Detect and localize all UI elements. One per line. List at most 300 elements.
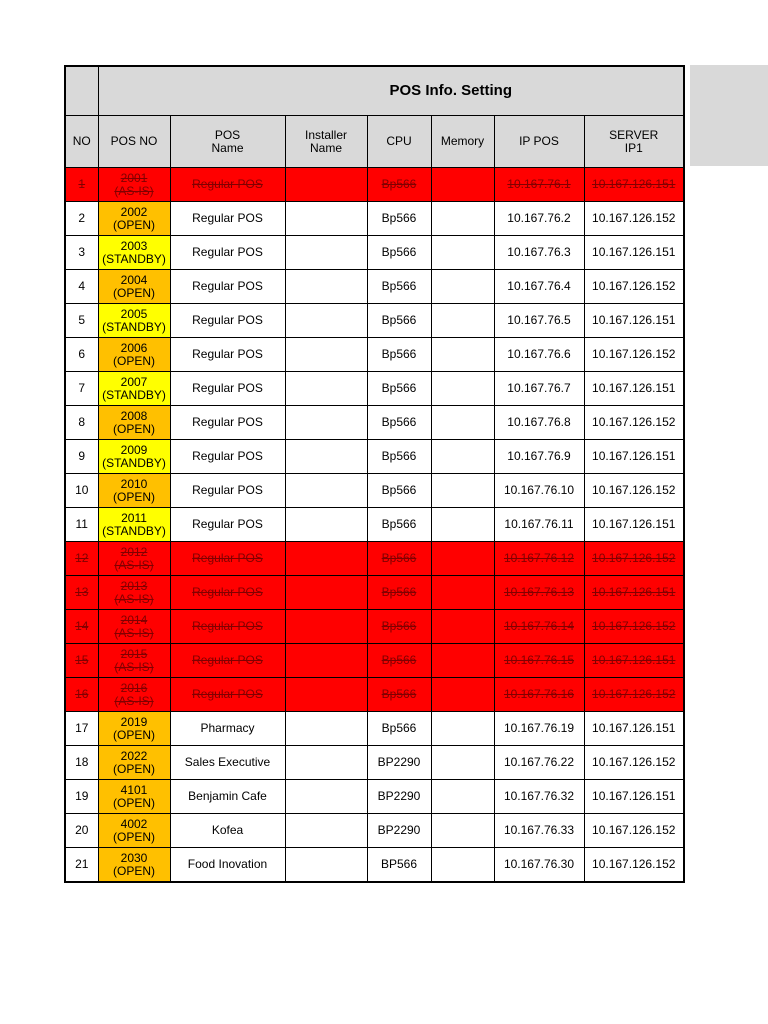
row-no-cell (65, 780, 98, 814)
table-row (65, 508, 684, 542)
pos-name-cell (170, 746, 285, 780)
server-ip1-cell (584, 440, 684, 474)
server-ip1-value: 10.167.126.152 (592, 279, 676, 293)
server-ip1-value: 10.167.126.151 (592, 517, 676, 531)
pos-status: (STANDBY) (102, 455, 166, 470)
table-row (65, 814, 684, 848)
row-no-cell (65, 236, 98, 270)
pos-no-cell (98, 780, 170, 814)
memory-cell (431, 304, 494, 338)
pos-name-value: Regular POS (192, 211, 263, 225)
installer-name-cell (285, 542, 367, 576)
ip-pos-cell (494, 338, 584, 372)
pos-status: (OPEN) (113, 489, 155, 504)
pos-status: (AS-IS) (114, 693, 154, 708)
pos-no-cell (98, 508, 170, 542)
memory-cell (431, 746, 494, 780)
col-header-pos-name-label: POS Name (211, 127, 244, 155)
pos-number: 2015 (120, 646, 148, 661)
cpu-cell (367, 270, 431, 304)
installer-name-cell (285, 746, 367, 780)
table-row (65, 610, 684, 644)
server-ip1-cell (584, 202, 684, 236)
server-ip1-value: 10.167.126.151 (592, 177, 676, 191)
pos-name-value: Regular POS (192, 619, 263, 633)
server-ip1-cell (584, 780, 684, 814)
ip-pos-value: 10.167.76.30 (503, 857, 575, 871)
row-no-value: 6 (78, 347, 86, 361)
cpu-cell (367, 304, 431, 338)
ip-pos-value: 10.167.76.16 (503, 687, 575, 701)
table-row (65, 746, 684, 780)
row-no-value: 15 (75, 653, 89, 667)
pos-number: 2011 (121, 510, 147, 525)
row-no-cell (65, 848, 98, 883)
pos-number: 2007 (120, 374, 148, 389)
ip-pos-cell (494, 542, 584, 576)
server-ip1-cell (584, 474, 684, 508)
cpu-cell (367, 678, 431, 712)
ip-pos-cell (494, 814, 584, 848)
server-ip1-value: 10.167.126.152 (592, 415, 676, 429)
ip-pos-cell (494, 746, 584, 780)
table-row (65, 304, 684, 338)
server-ip1-value: 10.167.126.152 (592, 551, 676, 565)
row-no-cell (65, 644, 98, 678)
pos-name-cell (170, 644, 285, 678)
row-no-value: 14 (75, 619, 89, 633)
server-ip1-value: 10.167.126.151 (592, 245, 676, 259)
pos-status: (OPEN) (113, 727, 155, 742)
pos-number: 2005 (120, 306, 148, 321)
pos-name-value: Benjamin Cafe (188, 789, 267, 803)
row-no-cell (65, 712, 98, 746)
memory-cell (431, 848, 494, 883)
server-ip1-cell (584, 712, 684, 746)
cpu-value: Bp566 (381, 585, 417, 599)
pos-number: 2002 (120, 204, 148, 219)
pos-name-value: Regular POS (192, 313, 263, 327)
ip-pos-value: 10.167.76.11 (504, 517, 574, 531)
server-ip1-value: 10.167.126.152 (592, 347, 676, 361)
ip-pos-cell (494, 678, 584, 712)
pos-number: 4101 (120, 782, 148, 797)
ip-pos-cell (494, 406, 584, 440)
ip-pos-cell (494, 848, 584, 883)
table-row (65, 270, 684, 304)
server-ip1-value: 10.167.126.151 (592, 585, 676, 599)
cpu-cell (367, 712, 431, 746)
ip-pos-cell (494, 168, 584, 202)
server-ip1-cell (584, 610, 684, 644)
pos-number: 2004 (120, 272, 148, 287)
server-ip1-value: 10.167.126.151 (592, 381, 676, 395)
pos-status: (OPEN) (113, 353, 155, 368)
pos-name-value: Regular POS (192, 551, 263, 565)
table-row (65, 712, 684, 746)
ip-pos-cell (494, 440, 584, 474)
cpu-value: Bp566 (381, 279, 417, 293)
pos-name-cell (170, 814, 285, 848)
cpu-cell (367, 440, 431, 474)
pos-no-cell (98, 712, 170, 746)
ip-pos-cell (494, 712, 584, 746)
cpu-cell (367, 474, 431, 508)
row-no-value: 8 (78, 415, 86, 429)
server-ip1-cell (584, 746, 684, 780)
cpu-cell (367, 236, 431, 270)
ip-pos-value: 10.167.76.9 (507, 449, 571, 463)
pos-name-cell (170, 474, 285, 508)
pos-name-value: Pharmacy (200, 721, 255, 735)
row-no-value: 21 (75, 857, 89, 871)
server-ip1-value: 10.167.126.152 (592, 755, 676, 769)
memory-cell (431, 508, 494, 542)
row-no-cell (65, 168, 98, 202)
memory-cell (431, 168, 494, 202)
installer-name-cell (285, 814, 367, 848)
cpu-value: BP566 (380, 857, 418, 871)
pos-status: (AS-IS) (114, 591, 154, 606)
ip-pos-value: 10.167.76.12 (503, 551, 575, 565)
cpu-cell (367, 610, 431, 644)
cpu-cell (367, 576, 431, 610)
pos-name-cell (170, 780, 285, 814)
table-row (65, 236, 684, 270)
row-no-cell (65, 814, 98, 848)
table-row (65, 406, 684, 440)
row-no-value: 4 (78, 279, 86, 293)
row-no-value: 17 (75, 721, 89, 735)
installer-name-cell (285, 202, 367, 236)
pos-no-cell (98, 576, 170, 610)
pos-number: 2001 (120, 170, 148, 185)
pos-status: (AS-IS) (114, 659, 154, 674)
row-no-value: 18 (75, 755, 89, 769)
cpu-value: Bp566 (381, 517, 417, 531)
col-header-pos-no (98, 116, 170, 168)
cpu-cell (367, 168, 431, 202)
row-no-value: 11 (75, 517, 88, 531)
cpu-value: Bp566 (381, 483, 417, 497)
pos-name-cell (170, 576, 285, 610)
server-ip1-value: 10.167.126.151 (592, 721, 676, 735)
pos-number: 2010 (120, 476, 148, 491)
pos-status: (OPEN) (113, 761, 155, 776)
row-no-cell (65, 610, 98, 644)
table-row (65, 338, 684, 372)
ip-pos-cell (494, 644, 584, 678)
cpu-value: Bp566 (381, 687, 417, 701)
row-no-cell (65, 508, 98, 542)
pos-name-value: Regular POS (192, 177, 263, 191)
ip-pos-cell (494, 202, 584, 236)
row-no-value: 3 (78, 245, 86, 259)
ip-pos-cell (494, 508, 584, 542)
cpu-value: Bp566 (381, 551, 417, 565)
pos-name-cell (170, 236, 285, 270)
server-ip1-value: 10.167.126.152 (592, 211, 676, 225)
ip-pos-value: 10.167.76.4 (507, 279, 571, 293)
cpu-cell (367, 746, 431, 780)
pos-no-cell (98, 440, 170, 474)
pos-name-value: Regular POS (192, 687, 263, 701)
pos-no-cell (98, 168, 170, 202)
pos-name-cell (170, 848, 285, 883)
ip-pos-value: 10.167.76.8 (507, 415, 571, 429)
ip-pos-cell (494, 474, 584, 508)
pos-no-cell (98, 814, 170, 848)
pos-no-cell (98, 372, 170, 406)
cpu-cell (367, 372, 431, 406)
pos-number: 2013 (120, 578, 148, 593)
pos-name-cell (170, 270, 285, 304)
pos-status: (OPEN) (113, 829, 155, 844)
memory-cell (431, 270, 494, 304)
col-header-ip-pos-label: IP POS (519, 134, 559, 148)
cpu-cell (367, 848, 431, 883)
table-row (65, 202, 684, 236)
ip-pos-value: 10.167.76.33 (503, 823, 575, 837)
pos-number: 4002 (120, 816, 148, 831)
installer-name-cell (285, 678, 367, 712)
installer-name-cell (285, 508, 367, 542)
server-ip1-cell (584, 304, 684, 338)
pos-name-value: Food Inovation (187, 857, 268, 871)
row-no-value: 16 (75, 687, 89, 701)
ip-pos-value: 10.167.76.22 (503, 755, 575, 769)
cpu-cell (367, 338, 431, 372)
pos-number: 2016 (120, 680, 148, 695)
cpu-value: Bp566 (381, 449, 417, 463)
installer-name-cell (285, 474, 367, 508)
pos-no-cell (98, 848, 170, 883)
ip-pos-value: 10.167.76.32 (503, 789, 575, 803)
installer-name-cell (285, 712, 367, 746)
table-row (65, 780, 684, 814)
pos-name-value: Regular POS (192, 347, 263, 361)
pos-no-cell (98, 746, 170, 780)
server-ip1-cell (584, 338, 684, 372)
ip-pos-value: 10.167.76.5 (507, 313, 571, 327)
col-header-cpu-label: CPU (386, 134, 412, 148)
row-no-value: 13 (75, 585, 89, 599)
table-row (65, 678, 684, 712)
pos-name-value: Regular POS (192, 381, 263, 395)
pos-status: (OPEN) (113, 217, 155, 232)
cpu-value: Bp566 (381, 313, 417, 327)
pos-number: 2030 (120, 850, 148, 865)
header-row (65, 116, 684, 168)
row-no-value: 9 (78, 449, 86, 463)
col-header-memory (431, 116, 494, 168)
row-no-cell (65, 576, 98, 610)
pos-no-cell (98, 474, 170, 508)
col-header-ip-pos (494, 116, 584, 168)
row-no-cell (65, 372, 98, 406)
header-band-extension (690, 65, 768, 166)
row-no-cell (65, 202, 98, 236)
row-no-cell (65, 746, 98, 780)
installer-name-cell (285, 780, 367, 814)
col-header-no-label: NO (72, 134, 91, 148)
installer-name-cell (285, 372, 367, 406)
ip-pos-cell (494, 304, 584, 338)
pos-status: (OPEN) (113, 421, 155, 436)
table-row (65, 848, 684, 883)
installer-name-cell (285, 338, 367, 372)
installer-name-cell (285, 304, 367, 338)
server-ip1-cell (584, 644, 684, 678)
row-no-cell (65, 542, 98, 576)
pos-number: 2008 (120, 408, 148, 423)
table-body (65, 168, 684, 883)
cpu-value: Bp566 (381, 721, 417, 735)
table-row (65, 474, 684, 508)
table-title: POS Info. Setting (389, 82, 512, 99)
cpu-value: BP2290 (377, 823, 421, 837)
row-no-value: 20 (75, 823, 89, 837)
ip-pos-value: 10.167.76.14 (503, 619, 575, 633)
server-ip1-cell (584, 406, 684, 440)
cpu-cell (367, 406, 431, 440)
title-row (65, 66, 684, 116)
server-ip1-cell (584, 678, 684, 712)
pos-name-cell (170, 304, 285, 338)
memory-cell (431, 406, 494, 440)
cpu-value: Bp566 (381, 381, 417, 395)
pos-status: (OPEN) (113, 863, 155, 878)
pos-name-value: Regular POS (192, 483, 263, 497)
pos-number: 2006 (120, 340, 148, 355)
cpu-value: Bp566 (381, 245, 417, 259)
memory-cell (431, 372, 494, 406)
pos-name-value: Regular POS (192, 585, 263, 599)
memory-cell (431, 610, 494, 644)
cpu-cell (367, 814, 431, 848)
server-ip1-value: 10.167.126.151 (592, 449, 676, 463)
table-row (65, 644, 684, 678)
pos-name-cell (170, 372, 285, 406)
pos-no-cell (98, 644, 170, 678)
memory-cell (431, 202, 494, 236)
pos-no-cell (98, 610, 170, 644)
installer-name-cell (285, 236, 367, 270)
installer-name-cell (285, 848, 367, 883)
pos-name-cell (170, 678, 285, 712)
pos-name-cell (170, 440, 285, 474)
table-row (65, 168, 684, 202)
ip-pos-value: 10.167.76.10 (503, 483, 575, 497)
memory-cell (431, 542, 494, 576)
pos-name-cell (170, 610, 285, 644)
server-ip1-value: 10.167.126.152 (592, 619, 676, 633)
memory-cell (431, 814, 494, 848)
pos-status: (AS-IS) (114, 557, 154, 572)
ip-pos-cell (494, 576, 584, 610)
ip-pos-cell (494, 372, 584, 406)
row-no-value: 2 (78, 211, 86, 225)
ip-pos-cell (494, 610, 584, 644)
server-ip1-cell (584, 236, 684, 270)
row-no-cell (65, 678, 98, 712)
ip-pos-value: 10.167.76.6 (507, 347, 571, 361)
pos-name-value: Regular POS (192, 415, 263, 429)
table-row (65, 542, 684, 576)
pos-no-cell (98, 304, 170, 338)
ip-pos-cell (494, 780, 584, 814)
table-title-cell (98, 66, 684, 116)
pos-status: (AS-IS) (114, 625, 154, 640)
memory-cell (431, 712, 494, 746)
pos-status: (STANDBY) (102, 319, 166, 334)
cpu-value: BP2290 (377, 755, 421, 769)
installer-name-cell (285, 406, 367, 440)
server-ip1-cell (584, 848, 684, 883)
table-row (65, 440, 684, 474)
pos-no-cell (98, 678, 170, 712)
server-ip1-value: 10.167.126.152 (592, 857, 676, 871)
cpu-value: Bp566 (381, 415, 417, 429)
cpu-cell (367, 644, 431, 678)
server-ip1-value: 10.167.126.151 (592, 789, 676, 803)
pos-name-cell (170, 712, 285, 746)
memory-cell (431, 576, 494, 610)
row-no-cell (65, 474, 98, 508)
server-ip1-value: 10.167.126.152 (592, 483, 676, 497)
installer-name-cell (285, 168, 367, 202)
row-no-value: 19 (75, 789, 89, 803)
pos-status: (STANDBY) (102, 523, 166, 538)
pos-info-table (64, 65, 685, 883)
col-header-memory-label: Memory (440, 134, 485, 148)
server-ip1-value: 10.167.126.151 (592, 313, 676, 327)
server-ip1-cell (584, 508, 684, 542)
pos-name-value: Regular POS (192, 245, 263, 259)
pos-no-cell (98, 542, 170, 576)
row-no-value: 10 (75, 483, 89, 497)
cpu-value: Bp566 (381, 347, 417, 361)
pos-name-cell (170, 508, 285, 542)
title-corner-cell (65, 66, 98, 116)
pos-name-cell (170, 202, 285, 236)
row-no-value: 12 (75, 551, 89, 565)
server-ip1-cell (584, 372, 684, 406)
ip-pos-cell (494, 236, 584, 270)
pos-name-cell (170, 338, 285, 372)
row-no-cell (65, 440, 98, 474)
row-no-cell (65, 270, 98, 304)
ip-pos-value: 10.167.76.1 (507, 177, 571, 191)
col-header-installer-name-label: Installer Name (304, 127, 348, 155)
memory-cell (431, 644, 494, 678)
row-no-value: 7 (78, 381, 86, 395)
pos-no-cell (98, 202, 170, 236)
pos-number: 2003 (120, 238, 148, 253)
row-no-cell (65, 338, 98, 372)
pos-name-value: Kofea (211, 823, 244, 837)
cpu-cell (367, 508, 431, 542)
cpu-value: Bp566 (381, 211, 417, 225)
installer-name-cell (285, 610, 367, 644)
pos-name-cell (170, 542, 285, 576)
pos-name-value: Regular POS (192, 653, 263, 667)
ip-pos-value: 10.167.76.15 (503, 653, 575, 667)
installer-name-cell (285, 440, 367, 474)
ip-pos-value: 10.167.76.19 (503, 721, 575, 735)
cpu-cell (367, 780, 431, 814)
cpu-cell (367, 202, 431, 236)
